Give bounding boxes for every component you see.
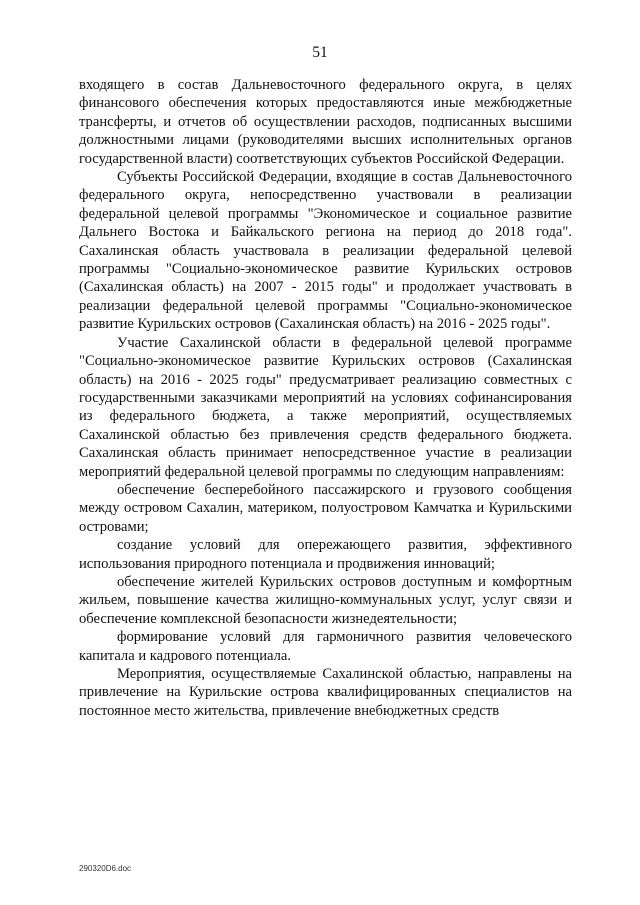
paragraph-subjects: Субъекты Российской Федерации, входящие в состав Дальневосточного федерального округа, непосредственно участвовали в реализации федеральной целевой программы "Экономическое и социальное развитие Дальнего Востока и Байкальского региона на период до 2018 года". Сахалинская область участвовала в реализации федеральной целевой программы "Социально-экономическое развитие Курильских островов (Сахалинская область) на 2007 - 2015 годы" и продолжает участвовать в реализации федеральной целевой программы "Социально-экономическое развитие Курильских островов (Сахалинская область) на 2016 - 2025 годы". (79, 169, 572, 333)
list-item-human-capital: формирование условий для гармоничного развития человеческого капитала и кадрового потенциала. (79, 629, 572, 664)
page-number: 51 (312, 44, 328, 61)
paragraph-sakhalin-participation: Участие Сахалинской области в федеральной целевой программе "Социально-экономическое развитие Курильских островов (Сахалинская область) на 2016 - 2025 годы" предусматривает реализацию совместных с государственными заказчиками мероприятий на условиях софинансирования из федерального бюджета, а также мероприятий, осуществляемых Сахалинской областью без привлечения средств федерального бюджета. Сахалинская область принимает непосредственное участие в реализации мероприятий федеральной целевой программы по следующим направлениям: (79, 334, 572, 480)
document-body (79, 76, 572, 720)
list-item-housing: обеспечение жителей Курильских островов доступным и комфортным жильем, повышение качества жилищно-коммунальных услуг, услуг связи и обеспечение комплексной безопасности жизнедеятельности; (79, 573, 572, 627)
footer-filename: 290320D6.doc (79, 864, 132, 873)
paragraph-continuation: входящего в состав Дальневосточного федерального округа, в целях финансового обеспечения которых предоставляются иные межбюджетные трансферты, и отчетов об осуществлении расходов, подписанных высшими должностными лицами (руководителями высших исполнительных органов государственной власти) соответствующих субъектов Российской Федерации. (79, 77, 572, 167)
list-item-development: создание условий для опережающего развития, эффективного использования природного потенциала и продвижения инноваций; (79, 537, 572, 572)
paragraph-measures: Мероприятия, осуществляемые Сахалинской областью, направлены на привлечение на Курильские острова квалифицированных специалистов на постоянное место жительства, привлечение внебюджетных средств (79, 666, 572, 719)
list-item-transport: обеспечение бесперебойного пассажирского и грузового сообщения между островом Сахалин, материком, полуостровом Камчатка и Курильскими островами; (79, 481, 572, 535)
